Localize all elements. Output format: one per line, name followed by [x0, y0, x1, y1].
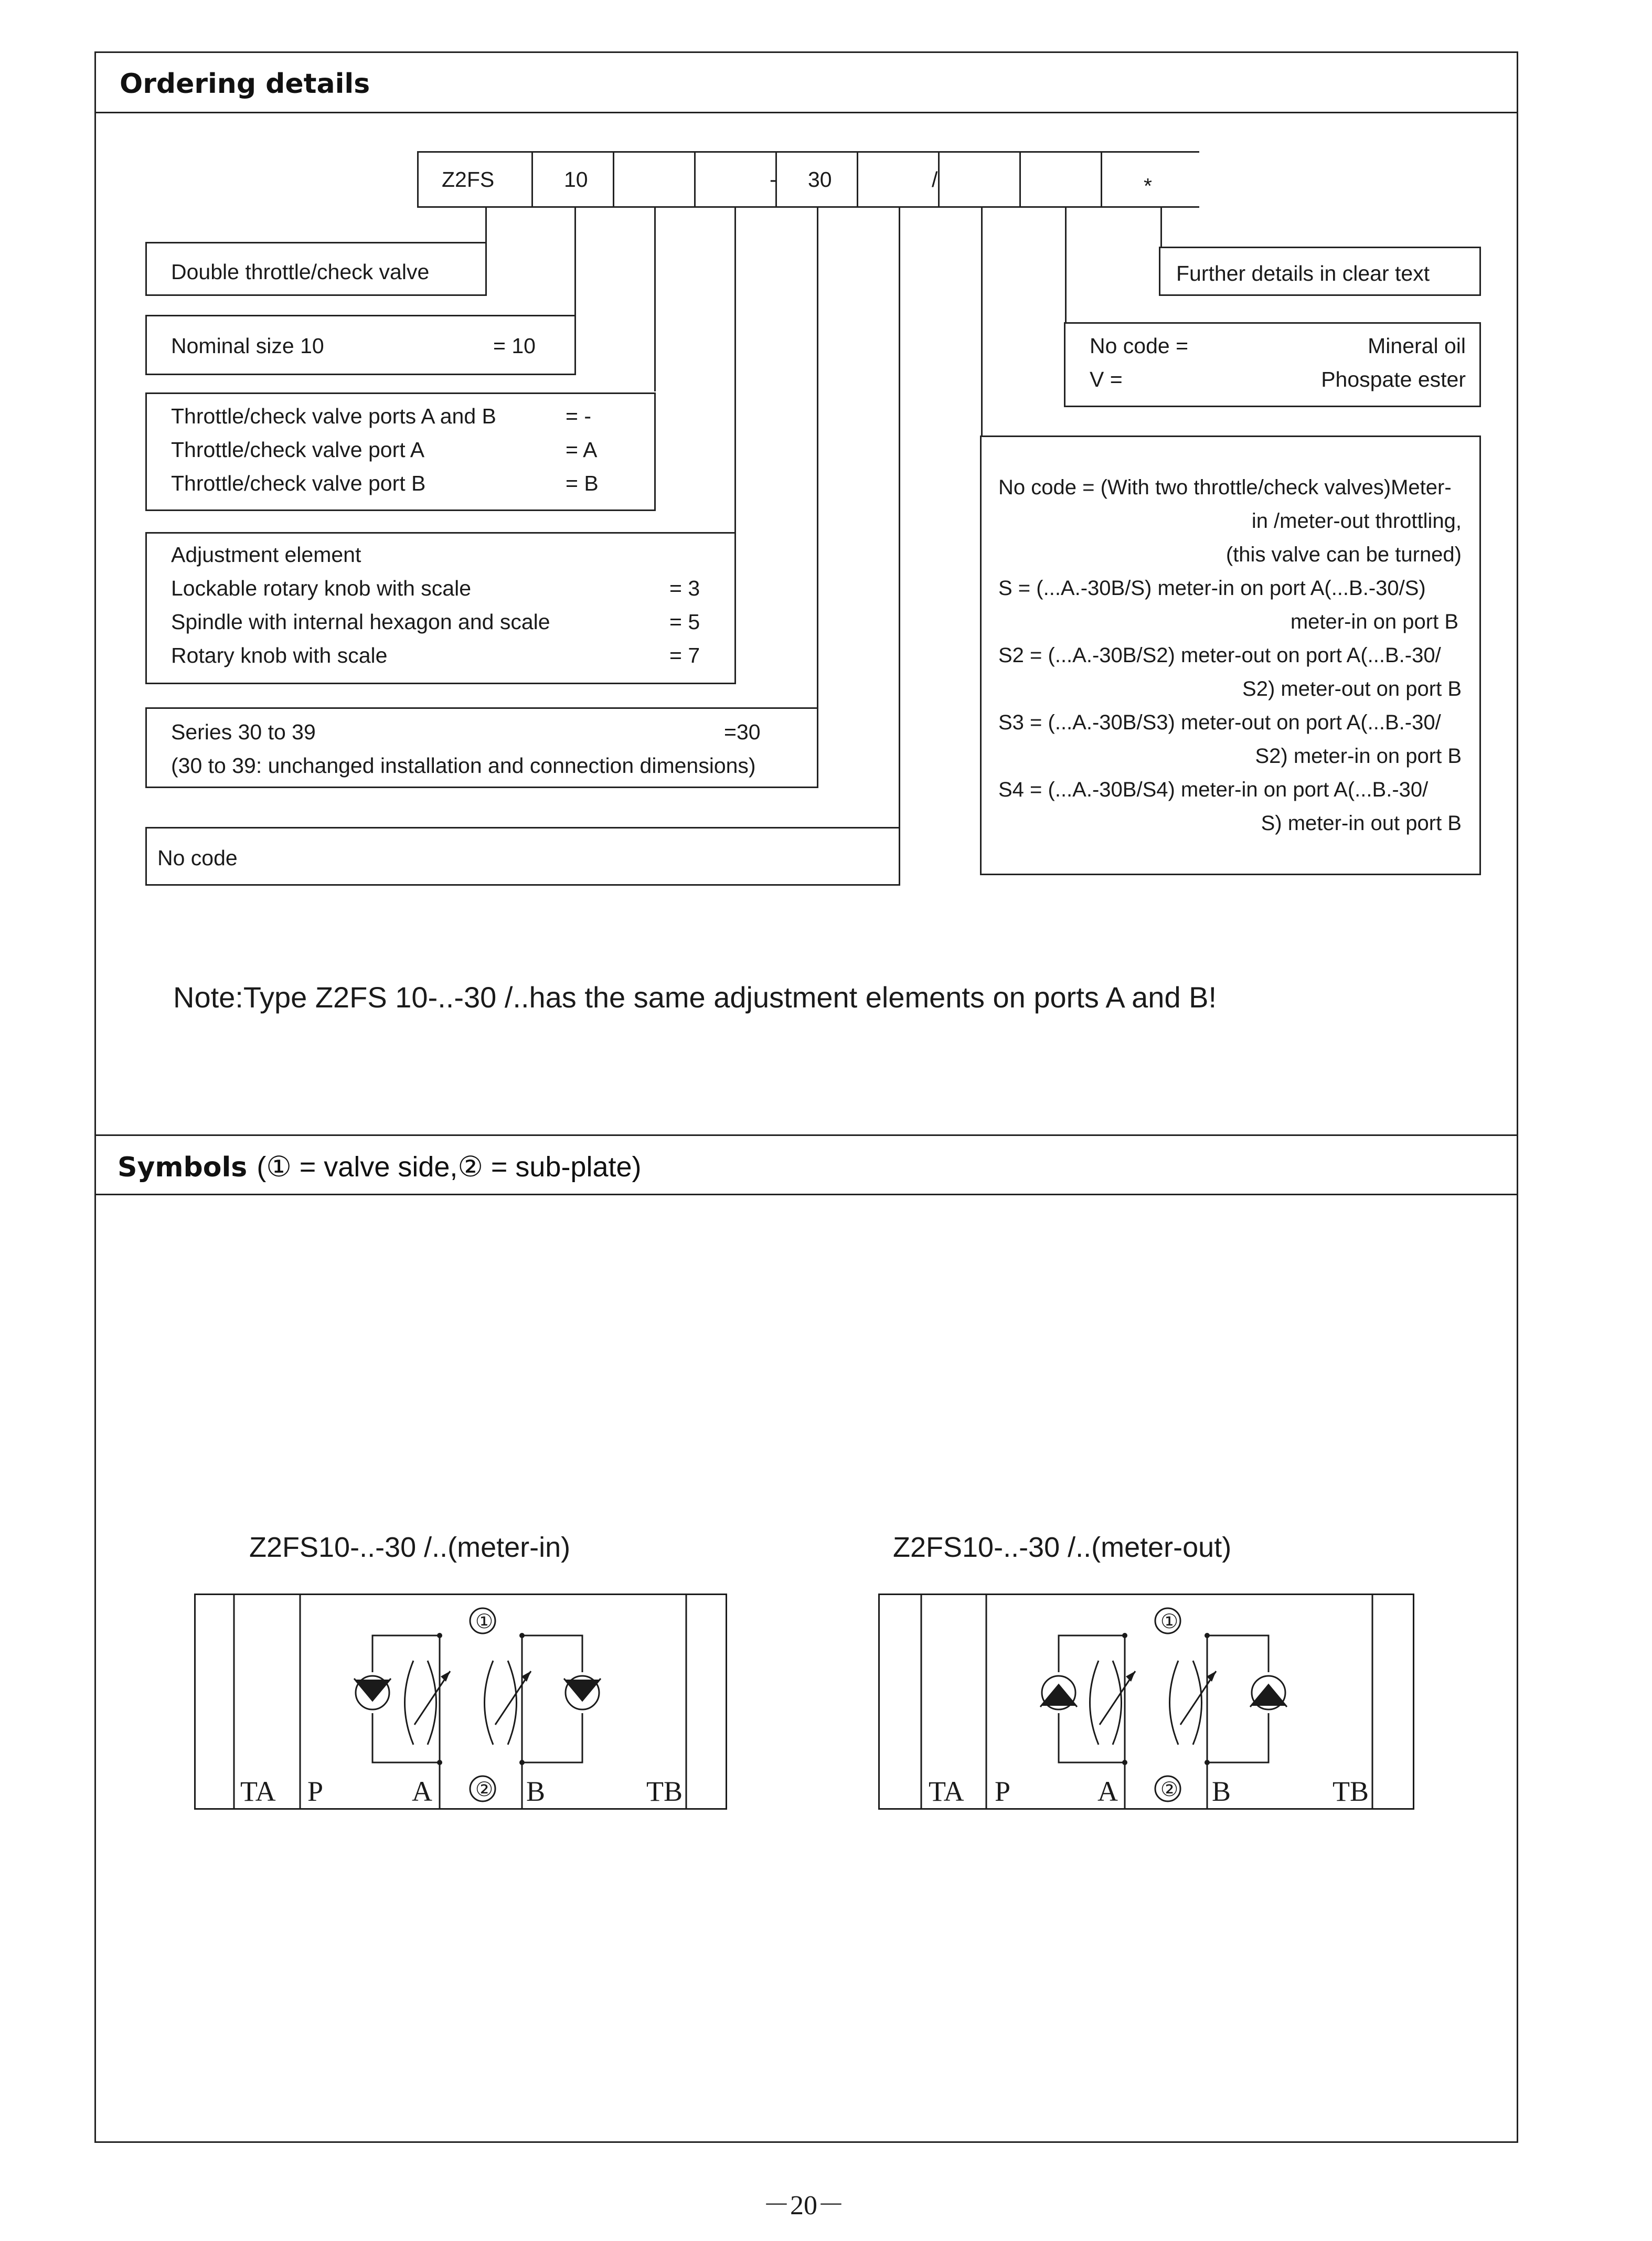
throttle-right-arrowhead [1207, 1671, 1216, 1682]
page-number: －20－ [763, 2191, 845, 2221]
label-p: P [307, 1776, 324, 1807]
throttle-line-9: S2) meter-in on port B [1255, 745, 1462, 768]
size-box [145, 315, 576, 375]
throttle-line-7: S2) meter-out on port B [1242, 677, 1462, 700]
throttle-right-arrowhead [521, 1671, 531, 1682]
code-series: 30 [808, 167, 832, 192]
code-further: * [1144, 174, 1152, 198]
junction-dot [519, 1633, 525, 1638]
junction-dot [437, 1760, 442, 1765]
connector-size [574, 208, 576, 318]
ports-label-2: Throttle/check valve port A [171, 438, 425, 462]
ports-code-2: = A [566, 438, 598, 462]
symbols-subtitle: (① = valve side,② = sub-plate) [257, 1151, 642, 1183]
code-size: 10 [564, 167, 588, 192]
symbol-pipe [522, 1635, 582, 1672]
throttle-box [980, 436, 1481, 875]
series-code: =30 [724, 720, 761, 744]
code-cell-adjust [694, 151, 775, 208]
further-box [1159, 247, 1481, 296]
label-ta: TA [240, 1776, 276, 1807]
ports-label-1: Throttle/check valve ports A and B [171, 404, 496, 428]
label-tb: TB [646, 1776, 683, 1807]
symbol-pipe [522, 1713, 582, 1762]
symbols-top-divider [94, 1134, 1518, 1136]
connector-further [1160, 208, 1162, 248]
size-label: Nominal size 10 [171, 334, 324, 358]
series-note: (30 to 39: unchanged installation and connection dimensions) [171, 753, 756, 778]
code-slash: / [932, 167, 938, 192]
throttle-left-arrowhead [1126, 1671, 1135, 1682]
adjust-code-2: = 5 [669, 610, 700, 634]
junction-dot [1205, 1760, 1210, 1765]
adjust-code-1: = 3 [669, 576, 700, 600]
adjust-label-3: Rotary knob with scale [171, 643, 388, 667]
label-sub-plate: ② [475, 1779, 494, 1801]
throttle-line-11: S) meter-in out port B [1261, 812, 1462, 835]
connector-type [485, 208, 487, 245]
series-box [145, 707, 818, 788]
connector-series [817, 208, 818, 708]
throttle-line-3: (this valve can be turned) [1225, 543, 1462, 566]
symbol-pipe [1207, 1713, 1269, 1762]
throttle-right-curve [485, 1661, 494, 1745]
throttle-line-1: No code = (With two throttle/check valves)Meter- [998, 476, 1452, 499]
symbols-title-wrap [118, 1150, 642, 1183]
ports-label-3: Throttle/check valve port B [171, 471, 426, 495]
seal-label-1: No code = [1090, 334, 1189, 358]
adjust-code-3: = 7 [669, 643, 700, 667]
code-cell-ports [613, 151, 694, 208]
diagram-caption-meter-out: Z2FS10-..-30 /..(meter-out) [893, 1532, 1232, 1563]
junction-dot [519, 1760, 525, 1765]
size-code: = 10 [493, 334, 536, 358]
throttle-line-5: meter-in on port B [1290, 610, 1458, 633]
label-b: B [1212, 1776, 1231, 1807]
ordering-header-divider [94, 112, 1518, 113]
seal-value-1: Mineral oil [1368, 334, 1466, 358]
throttle-left-curve [1090, 1661, 1099, 1745]
label-tb: TB [1333, 1776, 1369, 1807]
junction-dot [1122, 1760, 1127, 1765]
code-cell-nocode [857, 151, 938, 208]
ordering-note: Note:Type Z2FS 10-..-30 /..has the same adjustment elements on ports A and B! [173, 981, 1217, 1014]
label-valve-side: ① [1160, 1611, 1179, 1633]
further-label: Further details in clear text [1176, 261, 1430, 285]
label-a: A [1097, 1776, 1118, 1807]
nocode-box [145, 827, 900, 886]
throttle-line-2: in /meter-out throttling, [1251, 509, 1462, 533]
connector-ports [654, 208, 656, 391]
throttle-left-arrowhead [441, 1671, 450, 1682]
adjust-label-2: Spindle with internal hexagon and scale [171, 610, 550, 634]
connector-throttle [981, 208, 983, 437]
throttle-line-4: S = (...A.-30B/S) meter-in on port A(...B.-30/S) [998, 577, 1426, 600]
check-valve-right-wedge [1252, 1685, 1285, 1706]
type-box [145, 242, 487, 296]
symbol-meter-out [878, 1594, 1414, 1810]
junction-dot [437, 1633, 442, 1638]
symbol-pipe [1207, 1635, 1269, 1672]
junction-dot [1205, 1633, 1210, 1638]
ports-code-1: = - [566, 404, 591, 428]
label-b: B [526, 1776, 546, 1807]
type-label: Double throttle/check valve [171, 260, 430, 284]
label-ta: TA [929, 1776, 964, 1807]
label-valve-side: ① [475, 1611, 494, 1633]
check-valve-left-wedge [1042, 1685, 1075, 1706]
throttle-line-8: S3 = (...A.-30B/S3) meter-out on port A(...B.-30/ [998, 711, 1441, 734]
connector-nocode [899, 208, 900, 827]
seal-label-2: V = [1090, 367, 1123, 391]
code-cell-seal [1019, 151, 1101, 208]
label-p: P [995, 1776, 1011, 1807]
throttle-right-curve [1170, 1661, 1179, 1745]
ordering-title: Ordering details [120, 68, 370, 100]
seal-value-2: Phospate ester [1321, 367, 1466, 391]
code-type: Z2FS [442, 167, 495, 192]
throttle-left-curve [405, 1661, 414, 1745]
ports-box [145, 392, 656, 511]
junction-dot [1122, 1633, 1127, 1638]
seal-box [1064, 322, 1481, 407]
symbols-header-divider [94, 1194, 1518, 1195]
symbols-title: Symbols [118, 1152, 248, 1183]
code-dash: - [770, 167, 777, 192]
nocode-label: No code [157, 846, 238, 870]
adjust-title: Adjustment element [171, 543, 361, 567]
check-valve-right-wedge [566, 1680, 599, 1701]
diagram-caption-meter-in: Z2FS10-..-30 /..(meter-in) [249, 1532, 571, 1563]
adjust-box [145, 532, 736, 684]
throttle-line-6: S2 = (...A.-30B/S2) meter-out on port A(...B.-30/ [998, 644, 1441, 667]
label-a: A [412, 1776, 432, 1807]
code-cell-throttle [938, 151, 1019, 208]
series-label: Series 30 to 39 [171, 720, 316, 744]
throttle-line-10: S4 = (...A.-30B/S4) meter-in on port A(...B.-30/ [998, 778, 1429, 801]
label-sub-plate: ② [1160, 1779, 1179, 1801]
adjust-label-1: Lockable rotary knob with scale [171, 576, 472, 600]
connector-adjust [734, 208, 736, 533]
ports-code-3: = B [566, 471, 599, 495]
symbol-meter-in [194, 1594, 727, 1810]
connector-seal [1065, 208, 1067, 323]
